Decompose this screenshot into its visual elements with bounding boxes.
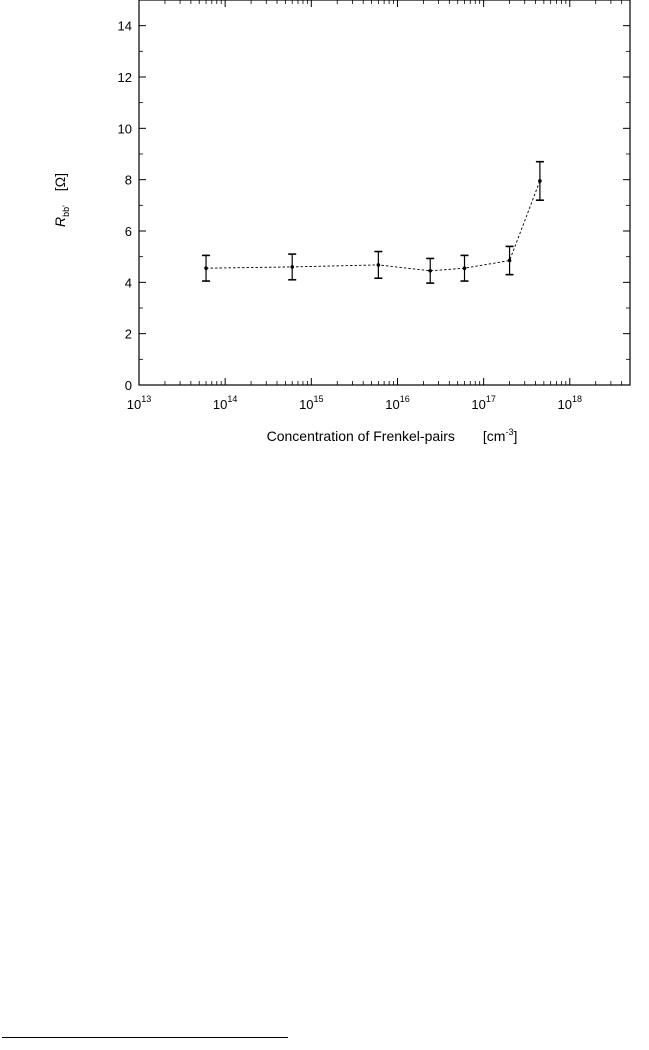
x-tick-label-exponent: 13 xyxy=(141,394,152,404)
x-tick-label-exponent: 18 xyxy=(572,394,583,404)
x-axis-unit-close: ] xyxy=(513,428,518,444)
x-axis-title xyxy=(267,427,518,444)
y-tick-label: 2 xyxy=(124,326,132,342)
x-tick-label-base: 10 xyxy=(126,397,142,412)
y-axis-unit: [Ω] xyxy=(52,172,68,192)
data-point xyxy=(538,179,542,183)
data-point xyxy=(290,265,294,269)
y-tick-label: 4 xyxy=(124,275,132,291)
x-tick-label-base: 10 xyxy=(299,397,314,412)
x-axis-unit-exponent: -3 xyxy=(505,427,514,437)
axis-ticks xyxy=(139,0,630,385)
y-tick-label: 10 xyxy=(117,121,132,137)
x-tick-label xyxy=(558,394,582,412)
y-axis-subscript: bb' xyxy=(61,205,71,217)
y-tick-labels xyxy=(118,19,132,393)
series-line xyxy=(206,181,540,271)
footnote-rule xyxy=(2,1037,288,1038)
y-tick-label: 6 xyxy=(124,224,132,239)
x-tick-label-exponent: 15 xyxy=(313,394,324,404)
x-tick-label-exponent: 17 xyxy=(485,394,496,404)
data-point xyxy=(428,269,432,273)
x-tick-label-base: 10 xyxy=(471,397,486,412)
x-tick-label-exponent: 16 xyxy=(399,394,410,404)
x-tick-label xyxy=(385,394,409,412)
y-axis-title xyxy=(52,173,71,227)
x-tick-label-base: 10 xyxy=(212,397,228,412)
data-series xyxy=(202,162,544,283)
x-tick-label-base: 10 xyxy=(557,397,573,412)
y-tick-label: 8 xyxy=(124,172,132,188)
data-point xyxy=(463,266,467,270)
y-axis-symbol: R xyxy=(52,216,68,228)
y-tick-label: 12 xyxy=(117,70,132,85)
x-tick-labels xyxy=(127,394,582,412)
data-point xyxy=(377,263,381,267)
data-point xyxy=(204,266,208,270)
y-tick-label: 0 xyxy=(124,378,132,393)
x-tick-label xyxy=(127,394,151,412)
plot-frame xyxy=(139,0,630,385)
x-tick-label xyxy=(213,394,237,412)
x-tick-label xyxy=(299,394,323,412)
data-point xyxy=(508,259,512,263)
x-tick-label xyxy=(471,394,495,412)
x-tick-label-exponent: 14 xyxy=(227,394,238,404)
x-axis-title-text: Concentration of Frenkel-pairs xyxy=(266,428,455,444)
x-tick-label-base: 10 xyxy=(385,397,400,412)
x-axis-unit-open: [cm xyxy=(482,428,506,444)
y-tick-label: 14 xyxy=(117,18,132,34)
